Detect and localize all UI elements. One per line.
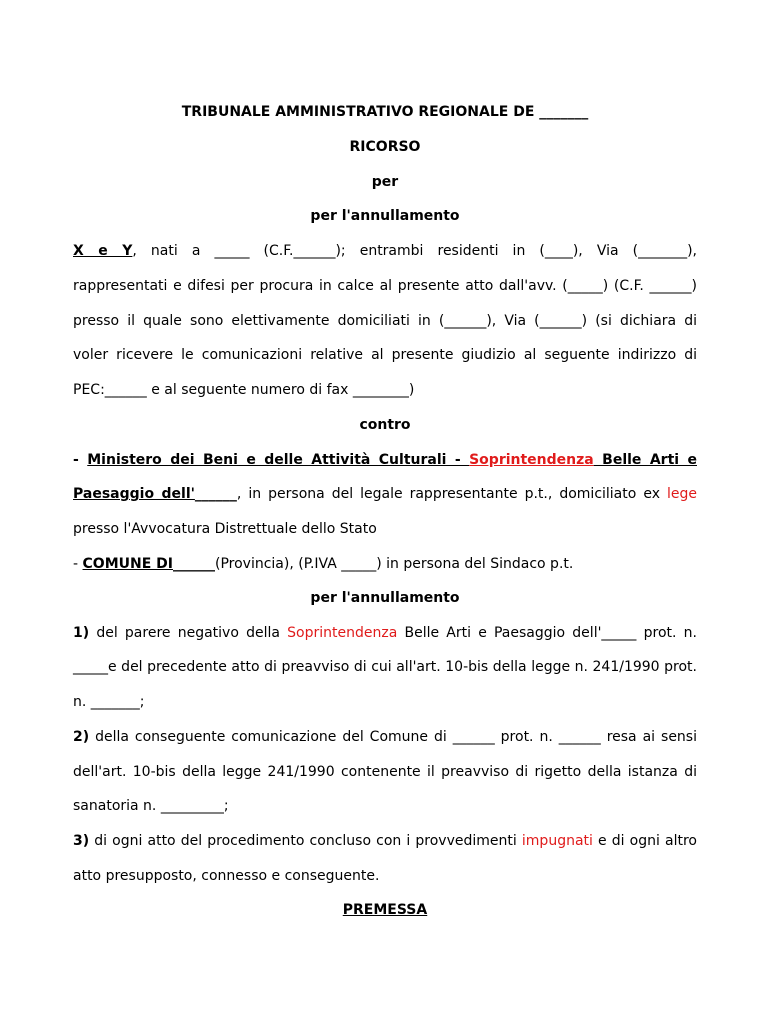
ricorrenti-line-4: voler ricevere le comunicazioni relative al presente giudizio al seguente indirizzo di [73,347,697,363]
per-heading: per [371,174,399,190]
comune-line: - COMUNE DI______(Provincia), (P.IVA _____) in persona del Sindaco p.t. [73,556,574,572]
annullamento-heading-2: per l'annullamento [310,590,460,606]
ricorrenti-names: X e Y [73,243,133,259]
ministero-line-2: Paesaggio dell'______, in persona del legale rappresentante p.t., domiciliato ex lege [73,486,698,502]
item-2-line-1: 2) della conseguente comunicazione del Comune di ______ prot. n. ______ resa ai sensi [73,729,697,745]
ricorso-heading: RICORSO [349,139,421,155]
ricorrenti-line-2: rappresentati e difesi per procura in calce al presente atto dall'avv. (_____) (C.F. ______) [73,278,697,294]
ricorrenti-line-5: PEC:______ e al seguente numero di fax ________) [73,382,415,398]
ricorrenti-line-3: presso il quale sono elettivamente domiciliati in (______), Via (______) (si dichiara di [73,313,697,329]
item-3-line-1: 3) di ogni atto del procedimento concluso con i provvedimenti impugnati e di ogni altro [73,833,697,849]
ministero-line-1: - Ministero dei Beni e delle Attività Culturali - Soprintendenza Belle Arti e [73,452,697,468]
premessa-heading: PREMESSA [342,902,428,918]
contro-heading: contro [359,417,411,433]
item-1-line-3: n. _______; [73,694,145,710]
item-3-line-2: atto presupposto, connesso e conseguente. [73,868,380,884]
court-title: TRIBUNALE AMMINISTRATIVO REGIONALE DE _______ [181,104,589,120]
item-1-line-1: 1) del parere negativo della Soprintendenza Belle Arti e Paesaggio dell'_____ prot. n. [73,625,697,641]
item-2-line-2: dell'art. 10-bis della legge 241/1990 contenente il preavviso di rigetto della istanza di [73,764,697,780]
annullamento-heading-1: per l'annullamento [310,208,460,224]
item-2-line-3: sanatoria n. _________; [73,798,229,814]
ricorrenti-line-1: X e Y, nati a _____ (C.F.______); entrambi residenti in (____), Via (_______), [73,243,697,259]
item-1-line-2: _____e del precedente atto di preavviso di cui all'art. 10-bis della legge n. 241/1990 prot. [73,659,697,675]
ministero-line-3: presso l'Avvocatura Distrettuale dello Stato [73,521,377,537]
comune-name: COMUNE DI [82,556,173,572]
